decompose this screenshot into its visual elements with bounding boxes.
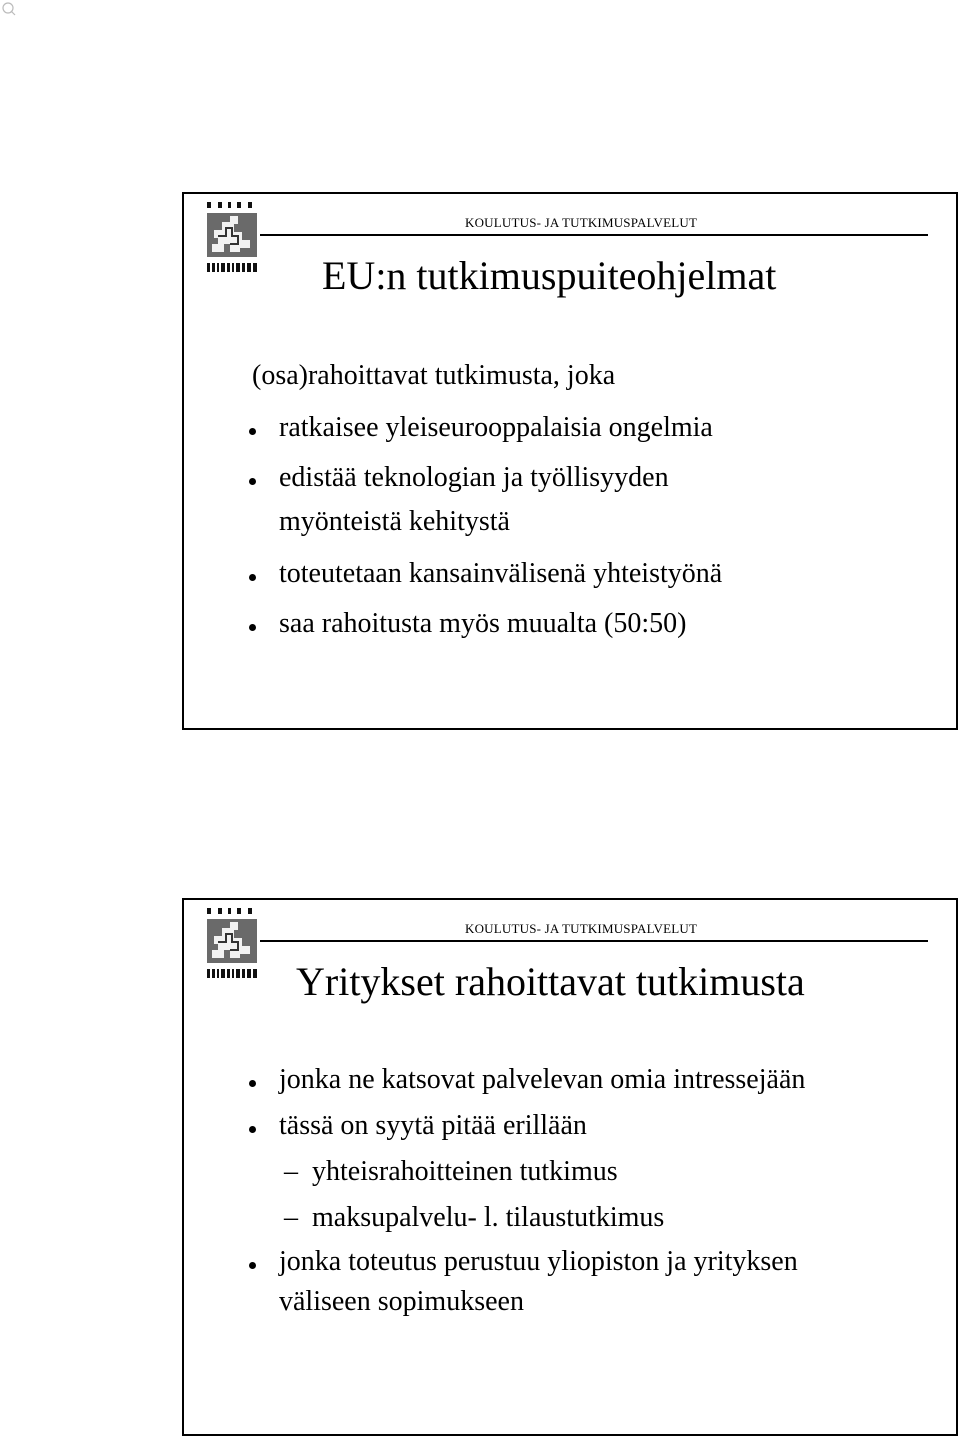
bullet-text: edistää teknologian ja työllisyyden [279, 462, 669, 493]
header-divider [260, 940, 928, 942]
university-logo-icon [206, 906, 258, 982]
header-department: KOULUTUS- JA TUTKIMUSPALVELUT [465, 215, 698, 230]
bullet-text: jonka ne katsovat palvelevan omia intressejään [279, 1064, 806, 1095]
intro-text: (osa)rahoittavat tutkimusta, joka [252, 360, 616, 391]
slide-eu-framework [182, 192, 958, 730]
bullet-continuation: väliseen sopimukseen [279, 1286, 524, 1317]
slide-title: EU:n tutkimuspuiteohjelmat [322, 253, 777, 298]
header-divider [260, 234, 928, 236]
bullet-text: jonka toteutus perustuu yliopiston ja yrityksen [279, 1246, 798, 1277]
university-logo-icon [206, 200, 258, 276]
dash-marker: – [284, 1156, 298, 1187]
slide-company-funding [182, 898, 958, 1436]
sub-bullet-text: maksupalvelu- l. tilaustutkimus [312, 1202, 665, 1233]
bullet-text: toteutetaan kansainvälisenä yhteistyönä [279, 558, 723, 589]
corner-mark-icon [0, 0, 18, 18]
bullet-text: ratkaisee yleiseurooppalaisia ongelmia [279, 412, 713, 443]
bullet-text: tässä on syytä pitää erillään [279, 1110, 587, 1141]
slide-title: Yritykset rahoittavat tutkimusta [296, 959, 805, 1004]
bullet-continuation: myönteistä kehitystä [279, 506, 510, 537]
sub-bullet-text: yhteisrahoitteinen tutkimus [312, 1156, 618, 1187]
header-department: KOULUTUS- JA TUTKIMUSPALVELUT [465, 921, 698, 936]
bullet-text: saa rahoitusta myös muualta (50:50) [279, 608, 687, 639]
dash-marker: – [284, 1202, 298, 1233]
